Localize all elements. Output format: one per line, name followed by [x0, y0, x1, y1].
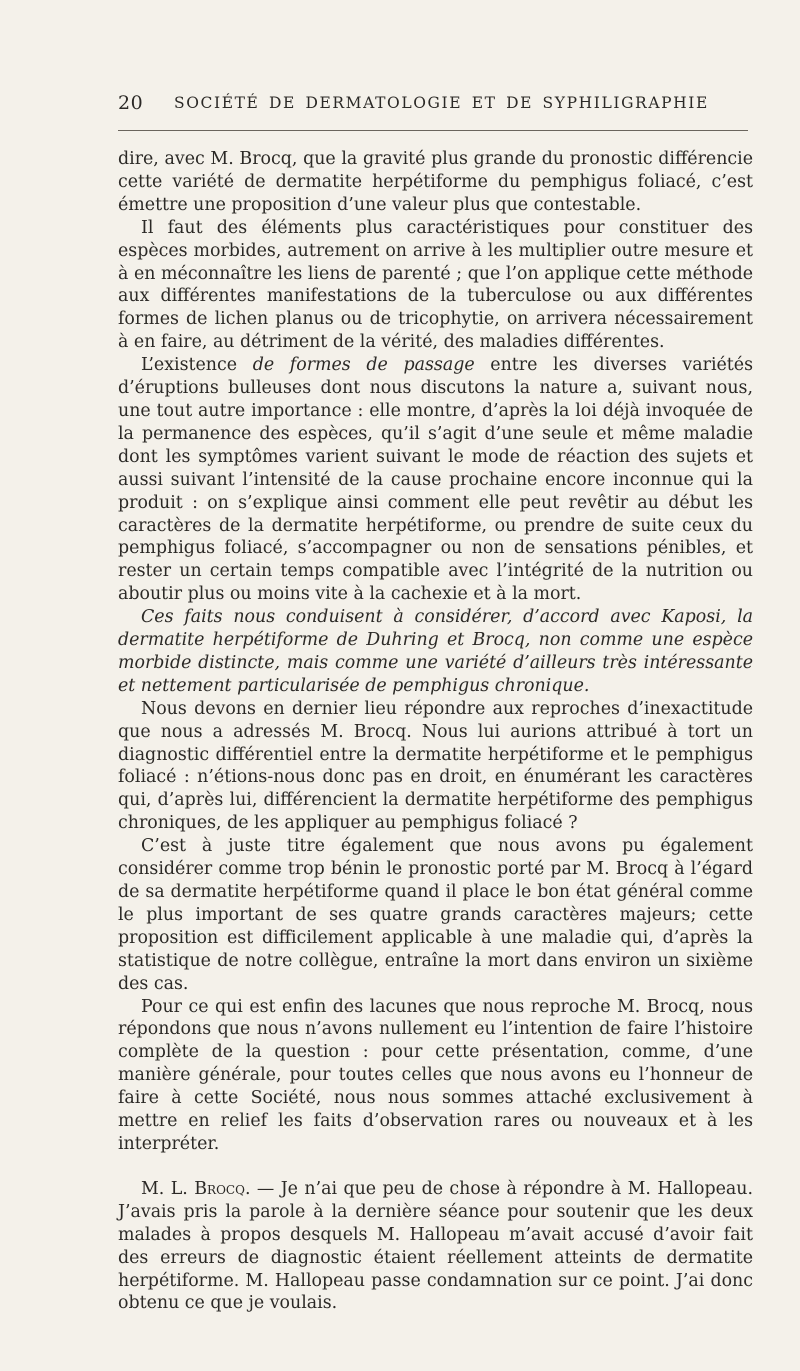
text-segment: . — Je n’ai que peu de chose à répondre à M. Hallopeau. J’avais pris la parole à la dernière séance pour soutenir que les deux malades à propos desquels M. Hallopeau m’avait accusé d’avoir fait des erreurs de diagnostic étaient réellement atteints de dermatite herpétiforme. M. Hallopeau passe condamnation sur ce point. J’ai donc obtenu ce que je voulais. — [118, 1178, 754, 1314]
speaker-prefix: M. L. — [141, 1178, 195, 1199]
paragraph-lacunes: Pour ce qui est enfin des lacunes que nous reproche M. Brocq, nous répondons que nous n’avons nullement eu l’intention de faire l’histoire complète de la question : pour cette présentation, comme, d’une manière générale, pour toutes celles que nous avons eu l’honneur de faire à cette Société, nous nous sommes attaché exclusivement à mettre en relief les faits d’observation rares ou nouveaux et à les interpréter. — [118, 996, 753, 1154]
page-header — [118, 92, 748, 122]
page-number: 20 — [118, 92, 144, 114]
paragraph-pronostic: C’est à juste titre également que nous avons pu également considérer comme trop bénin le pronostic porté par M. Brocq à l’égard de sa dermatite herpétiforme quand il place le bon état général comme le plus important de ses quatre grands caractères majeurs; cette proposition est difficilement applicable à une maladie qui, d’après la statistique de notre collègue, entraîne la mort dans environ un sixième des cas. — [118, 836, 753, 994]
header-rule — [118, 130, 748, 131]
body-text — [118, 148, 753, 1315]
paragraph-especes-morbides: Il faut des éléments plus caractéristiques pour constituer des espèces morbides, autrement on arrive à les multiplier outre mesure et à en méconnaître les liens de parenté ; que l’on applique cette méthode aux différentes manifestations de la tuberculose ou aux différentes formes de lichen planus ou de tricophytie, on arrivera nécessairement à en faire, au détriment de la vérité, des maladies différentes. — [118, 217, 753, 353]
paragraph-reproches: Nous devons en dernier lieu répondre aux reproches d’inexactitude que nous a adressés M. Brocq. Nous lui aurions attribué à tort un diagnostic différentiel entre la dermatite herpétiforme et le pemphigus foliacé : n’étions-nous donc pas en droit, en énumérant les caractères qui, d’après lui, différencient la dermatite herpétiforme des pemphigus chroniques, de les appliquer au pemphigus foliacé ? — [118, 698, 753, 834]
speaker-name: Brocq — [194, 1178, 245, 1199]
text-segment: L’existence — [141, 355, 253, 376]
paragraph-formes-de-passage — [118, 354, 753, 606]
text-segment: entre les diverses variétés d’éruptions bulleuses dont nous discutons la nature a, suivant nous, une tout autre importance : elle montre, d’après la loi déjà invoquée de la permanence des espèces, qu’il s’agit d’une seule et même maladie dont les symptômes varient suivant le mode de réaction des sujets et aussi suivant l’intensité de la cause prochaine encore inconnue qui la produit : on s’explique ainsi comment elle peut revêtir au début les caractères de la dermatite herpétiforme, ou prendre de suite ceux du pemphigus foliacé, s’accompagner ou non de sensations pénibles, et rester un certain temps compatible avec l’intégrité de la nutrition ou aboutir plus ou moins vite à la cachexie et à la mort. — [118, 355, 754, 605]
paragraph-brocq-reply — [118, 1178, 753, 1315]
paragraph-continued: dire, avec M. Brocq, que la gravité plus grande du pronostic différencie cette variété de dermatite herpétiforme du pemphigus foliacé, c’est émettre une proposition d’une valeur plus que contestable. — [118, 149, 753, 215]
italic-phrase: de formes de passage — [252, 355, 475, 376]
running-title: SOCIÉTÉ DE DERMATOLOGIE ET DE SYPHILIGRAPHIE — [174, 94, 709, 112]
paragraph-conclusion-italic: Ces faits nous conduisent à considérer, d’accord avec Kaposi, la dermatite herpétiforme de Duhring et Brocq, non comme une espèce morbide distincte, mais comme une variété d’ailleurs très intéressante et nettement particularisée de pemphigus chronique. — [118, 607, 753, 696]
